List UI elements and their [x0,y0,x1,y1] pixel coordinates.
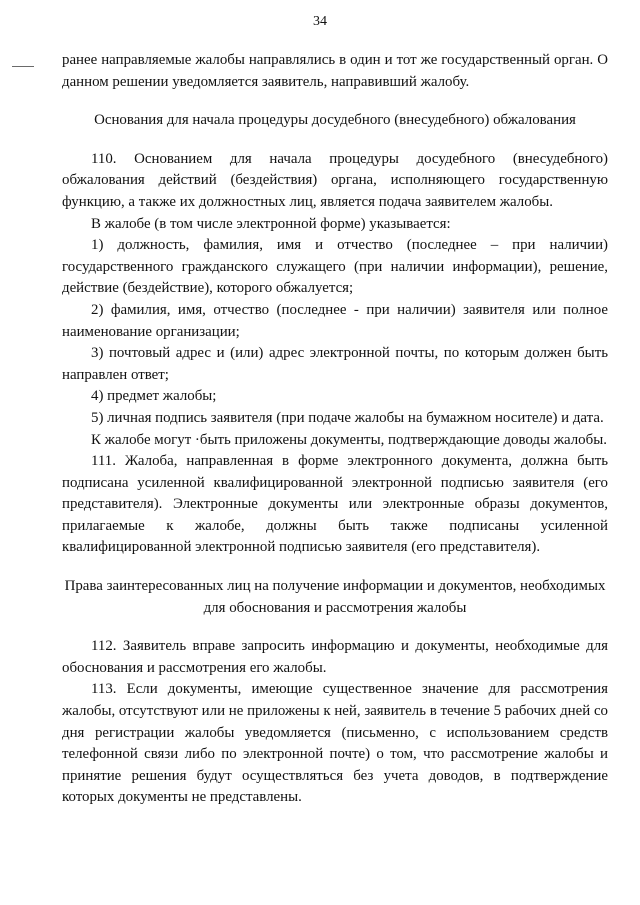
paragraph-110: 110. Основанием для начала процедуры досудебного (внесудебного) обжалования действий (бездействия) органа, исполняющего государственную функцию, а также их должностных лиц, является подача заявителем жалобы. [62,150,608,210]
list-item-4: 4) предмет жалобы; [91,388,217,405]
section-heading-information-rights: Права заинтересованных лиц на получение информации и документов, необходимых для обоснования и рассмотрения жалобы [64,578,606,616]
paragraph-113: 113. Если документы, имеющие существенное значение для рассмотрения жалобы, отсутствуют или не приложены к ней, заявитель в течение 5 рабочих дней со дня регистрации жалобы уведомляется (письменно, с использованием средств телефонной связи либо по электронной почте) о том, что рассмотрение жалобы и принятие решения будут осуществляться без учета доводов, в подтверждение которых документы не представлены. [62,681,608,806]
list-item-2: 2) фамилия, имя, отчество (последнее - при наличии) заявителя или полное наименование организации; [62,301,608,340]
margin-mark [12,66,34,67]
paragraph-112: 112. Заявитель вправе запросить информацию и документы, необходимые для обоснования и рассмотрения его жалобы. [62,638,608,676]
paragraph-continuation: ранее направляемые жалобы направлялись в один и тот же государственный орган. О данном решении уведомляется заявитель, направивший жалобу. [62,52,608,90]
list-item-5: 5) личная подпись заявителя (при подаче жалобы на бумажном носителе) и дата. [91,409,604,426]
list-item-3: 3) почтовый адрес и (или) адрес электронной почты, по которым должен быть направлен ответ; [62,345,608,383]
document-body [62,50,608,809]
page-number: 34 [313,14,327,29]
paragraph-attachments: К жалобе могут ·быть приложены документы, подтверждающие доводы жалобы. [91,431,607,448]
paragraph-111: 111. Жалоба, направленная в форме электронного документа, должна быть подписана усиленной квалифицированной электронной подписью заявителя (его представителя). Электронные документы или электронные образы документов, прилагаемые к жалобе, должны быть также подписаны усиленной квалифицированной электронной подписью заявителя (его представителя). [62,453,608,556]
paragraph-complaint-contents-intro: В жалобе (в том числе электронной форме) указывается: [91,215,451,232]
section-heading-appeal-grounds: Основания для начала процедуры досудебного (внесудебного) обжалования [94,112,576,129]
list-item-1: 1) должность, фамилия, имя и отчество (последнее – при наличии) государственного гражданского служащего (при наличии информации), решение, действие (бездействие), которого обжалуется; [62,237,608,297]
